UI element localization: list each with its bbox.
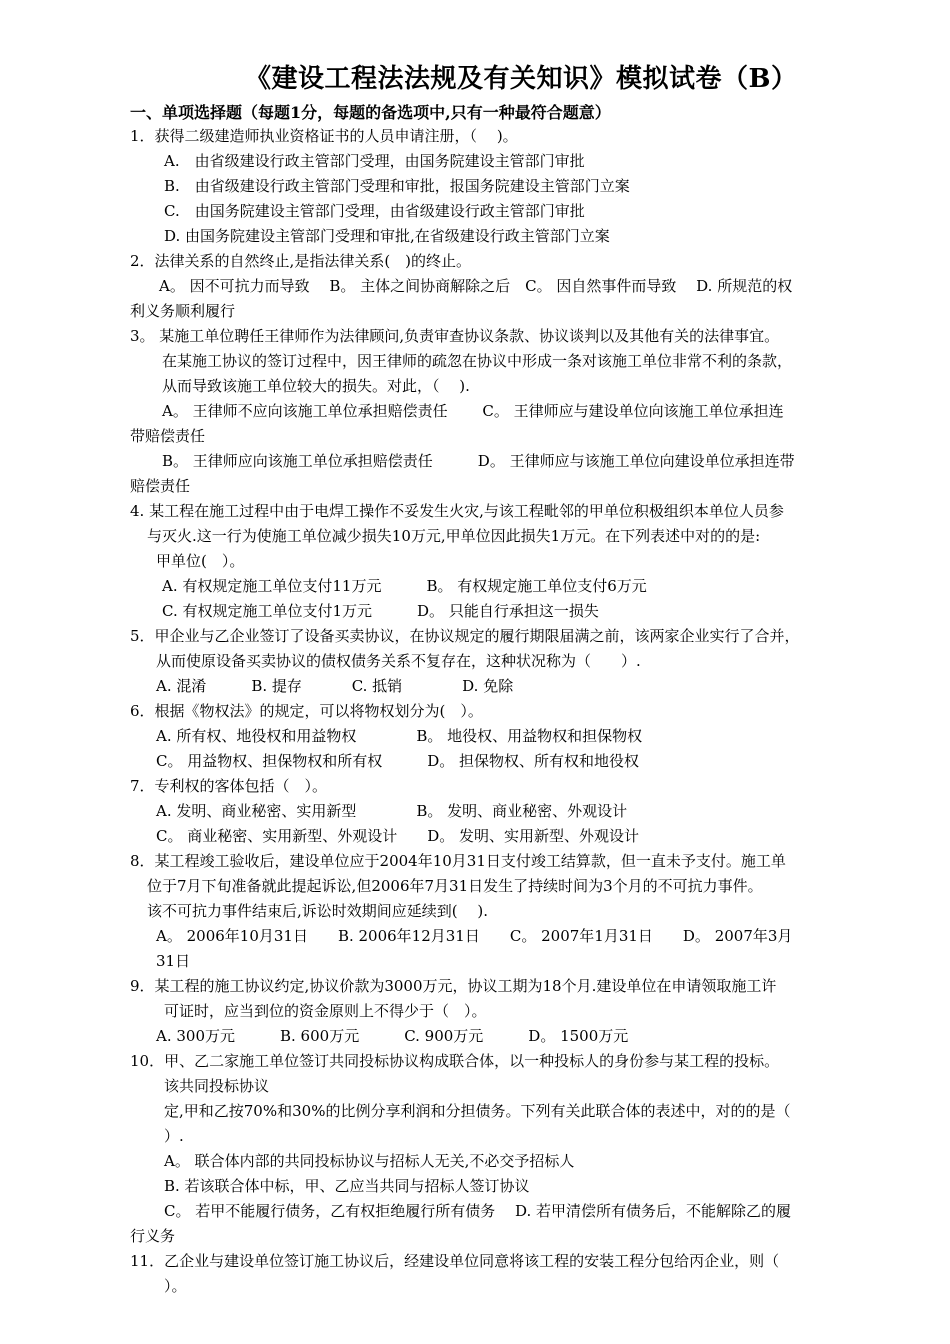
question-10-option-b: B. 若该联合体中标，甲、乙应当共同与招标人签订协议 — [164, 1177, 530, 1195]
question-10-options-cd: C。 若甲不能履行债务，乙有权拒绝履行所有债务 D. 若甲清偿所有债务后，不能解除乙的履 — [164, 1202, 792, 1220]
question-8-stem: 8．某工程竣工验收后，建设单位应于2004年10月31日支付竣工结算款，但一直未予支付。施工单 — [130, 852, 786, 870]
question-7-options-ab: A. 发明、商业秘密、实用新型 B。 发明、商业秘密、外观设计 — [156, 802, 628, 820]
section-heading: 一、单项选择题（每题1分，每题的备选项中,只有一种最符合题意） — [130, 103, 611, 122]
question-5-stem: 5．甲企业与乙企业签订了设备买卖协议，在协议规定的履行期限届满之前，该两家企业实行了合并， — [130, 627, 800, 645]
question-10-stem: 10．甲、乙二家施工单位签订共同投标协议构成联合体，以一种投标人的身份参与某工程的投标。 — [130, 1052, 780, 1070]
question-4-options-cd: C. 有权规定施工单位支付1万元 D。 只能自行承担这一损失 — [162, 602, 599, 620]
question-2-options: A。 因不可抗力而导致 B。 主体之间协商解除之后 C。 因自然事件而导致 D. 所规范的权 — [159, 277, 793, 295]
question-11-stem-line2: ）。 — [164, 1277, 187, 1295]
question-4-options-ab: A. 有权规定施工单位支付11万元 B。 有权规定施工单位支付6万元 — [162, 577, 647, 595]
question-8-options: A。 2006年10月31日 B. 2006年12月31日 C。 2007年1月31日 D。 2007年3月 — [156, 927, 793, 945]
question-7-stem: 7．专利权的客体包括（ ）。 — [130, 777, 328, 795]
question-5-stem-line2: 从而使原设备买卖协议的债权债务关系不复存在，这种状况称为（ ）. — [156, 652, 641, 670]
question-1-option-d: D. 由国务院建设主管部门受理和审批,在省级建设行政主管部门立案 — [164, 227, 610, 245]
question-6-options-cd: C。 用益物权、担保物权和所有权 D。 担保物权、所有权和地役权 — [156, 752, 640, 770]
question-8-stem-line2: 位于7月下旬准备就此提起诉讼,但2006年7月31日发生了持续时间为3个月的不可抗力事件。 — [147, 877, 763, 895]
question-11-stem: 11．乙企业与建设单位签订施工协议后，经建设单位同意将该工程的安装工程分包给丙企业，则（ — [130, 1252, 780, 1270]
question-9-options: A. 300万元 B. 600万元 C. 900万元 D。 1500万元 — [156, 1027, 629, 1045]
question-4-stem-line2: 与灭火.这一行为使施工单位减少损失10万元,甲单位因此损失1万元。在下列表述中对的的是: — [147, 527, 761, 545]
question-6-options-ab: A. 所有权、地役权和用益物权 B。 地役权、用益物权和担保物权 — [156, 727, 643, 745]
question-4-stem-line3: 甲单位( ）。 — [156, 552, 245, 570]
question-4-stem: 4. 某工程在施工过程中由于电焊工操作不妥发生火灾,与该工程毗邻的甲单位积极组织本单位人员参 — [130, 502, 784, 520]
exam-title: 《建设工程法法规及有关知识》模拟试卷（B） — [245, 64, 798, 94]
question-3-option-a-c: A。 王律师不应向该施工单位承担赔偿责任 C。 王律师应与建设单位向该施工单位承担连 — [162, 402, 784, 420]
question-8-stem-line3: 该不可抗力事件结束后,诉讼时效期间应延续到( ). — [147, 902, 489, 920]
question-10-stem-line2: 该共同投标协议 — [164, 1077, 270, 1095]
question-8-options-cont: 31日 — [156, 952, 191, 970]
question-3-stem-line3: 从而导致该施工单位较大的损失。对此，（ ). — [162, 377, 470, 395]
question-3-option-d-cont: 赔偿责任 — [130, 477, 191, 495]
question-2-options-cont: 利义务顺利履行 — [130, 302, 236, 320]
question-9-stem-line2: 可证时，应当到位的资金原则上不得少于（ ）。 — [164, 1002, 487, 1020]
question-5-options: A. 混淆 B. 提存 C. 抵销 D. 免除 — [156, 677, 514, 695]
question-1-stem: 1．获得二级建造师执业资格证书的人员申请注册，（ )。 — [130, 127, 518, 145]
question-3-stem-line2: 在某施工协议的签订过程中，因王律师的疏忽在协议中形成一条对该施工单位非常不利的条款， — [162, 352, 793, 370]
question-2-stem: 2．法律关系的自然终止,是指法律关系( )的终止。 — [130, 252, 472, 270]
question-1-option-c: C. 由国务院建设主管部门受理，由省级建设行政主管部门审批 — [164, 202, 585, 220]
question-10-stem-line4: ）. — [164, 1127, 184, 1145]
question-1-option-b: B. 由省级建设行政主管部门受理和审批，报国务院建设主管部门立案 — [164, 177, 630, 195]
question-1-option-a: A. 由省级建设行政主管部门受理，由国务院建设主管部门审批 — [164, 152, 585, 170]
question-10-option-a: A。 联合体内部的共同投标协议与招标人无关,不必交予招标人 — [164, 1152, 575, 1170]
question-7-options-cd: C。 商业秘密、实用新型、外观设计 D。 发明、实用新型、外观设计 — [156, 827, 640, 845]
question-3-option-c-cont: 带赔偿责任 — [130, 427, 206, 445]
question-10-stem-line3: 定,甲和乙按70%和30%的比例分享利润和分担债务。下列有关此联合体的表述中，对的的是（ — [164, 1102, 791, 1120]
question-9-stem: 9．某工程的施工协议约定,协议价款为3000万元，协议工期为18个月.建设单位在申请领取施工许 — [130, 977, 777, 995]
question-10-option-d-cont: 行义务 — [130, 1227, 176, 1245]
question-6-stem: 6．根据《物权法》的规定，可以将物权划分为( ）。 — [130, 702, 483, 720]
question-3-stem: 3。 某施工单位聘任王律师作为法律顾问,负责审查协议条款、协议谈判以及其他有关的法律事宜。 — [130, 327, 780, 345]
question-3-option-b-d: B。 王律师应向该施工单位承担赔偿责任 D。 王律师应与该施工单位向建设单位承担连带 — [162, 452, 795, 470]
